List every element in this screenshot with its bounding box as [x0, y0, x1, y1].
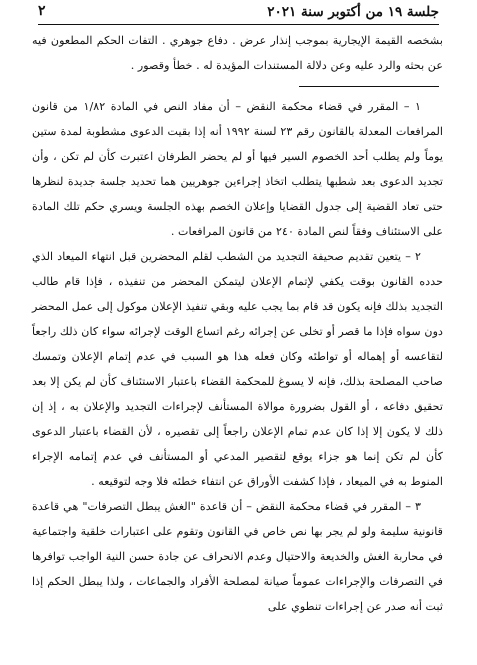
- section-divider: [299, 86, 439, 87]
- header-title: جلسة ١٩ من أكتوبر سنة ٢٠٢١: [267, 4, 439, 20]
- paragraph-1: ١ – المقرر في قضاء محكمة النقض – أن مفاد النص في المادة ١/٨٢ من قانون المرافعات المعدلة بالقانون رقم ٢٣ لسنة ١٩٩٢ أنه إذا بقيت الدعوى مشطوبة لمدة ستين يوماً ولم يطلب أحد الخصوم السير فيها أو لم يحضر الطرفان اعتبرت كأن لم تكن ، وأن تجديد الدعوى بعد شطبها يتطلب اتخاذ إجراءين جوهريين هما تحديد جلسة جديدة لنظرها حتى تعاد القضية إلى جدول القضايا وإعلان الخصم بهذه الجلسة ويسري حكم تلك المادة على الاستئناف وفقاً لنص المادة ٢٤٠ من قانون المرافعات .: [32, 100, 443, 238]
- intro-text: [32, 28, 443, 78]
- paragraph-2: ٢ – يتعين تقديم صحيفة التجديد من الشطب لقلم المحضرين قبل انتهاء الميعاد الذي حدده القانون بوقت يكفي لإتمام الإعلان ليتمكن المحضر من تنفيذه ، فإذا قام طالب التجديد بذلك فإنه يكون قد قام بما يجب عليه وبقي تنفيذ الإعلان موكول إلى عمل المحضر دون سواه فإذا ما قصر أو تخلى عن إجرائه رغم اتساع الوقت لإجرائه سواء كان ذلك راجعاً لتقاعسه أو إهماله أو تواطئه وكان فعله هذا هو السبب في عدم إتمام الإعلان وتمسك صاحب المصلحة بذلك، فإنه لا يسوغ للمحكمة القضاء باعتبار الاستئناف كأن لم يكن إلا بعد تحقيق دفاعه ، أو القول بضرورة موالاة المستأنف لإجراءات التجديد والإعلان به ، إذ إن ذلك لا يكون إلا إذا كان عدم تمام الإعلان راجعاً إلى تقصيره ، لأن القضاء باعتبار الدعوى كأن لم تكن إنما هو جزاء يوقع لتقصير المدعي أو المستأنف في عدم إتمامه الإجراء المنوط به في الميعاد ، فإذا كشفت الأوراق عن انتفاء خطئه فلا وجه لتوقيعه .: [32, 250, 443, 488]
- body-text: [32, 94, 443, 619]
- paragraph-3: ٣ – المقرر في قضاء محكمة النقض – أن قاعدة "الغش يبطل التصرفات" هي قاعدة قانونية سليمة ولو لم يجر بها نص خاص في القانون وتقوم على اعتبارات خلقية واجتماعية في محاربة الغش والخديعة والاحتيال وعدم الانحراف عن جادة حسن النية الواجب توافرها في التصرفات والإجراءات عموماً صيانة لمصلحة الأفراد والجماعات ، ولذا يبطل الحكم إذا ثبت أنه صدر عن إجراءات تنطوي على: [32, 500, 443, 613]
- intro-paragraph: بشخصه القيمة الإيجارية بموجب إنذار عرض . دفاع جوهري . التفات الحكم المطعون فيه عن بحثه والرد عليه وعن دلالة المستندات المؤيدة له . خطأ وقصور .: [32, 34, 443, 72]
- page-number: ٢: [38, 3, 46, 19]
- page-header: [38, 4, 439, 25]
